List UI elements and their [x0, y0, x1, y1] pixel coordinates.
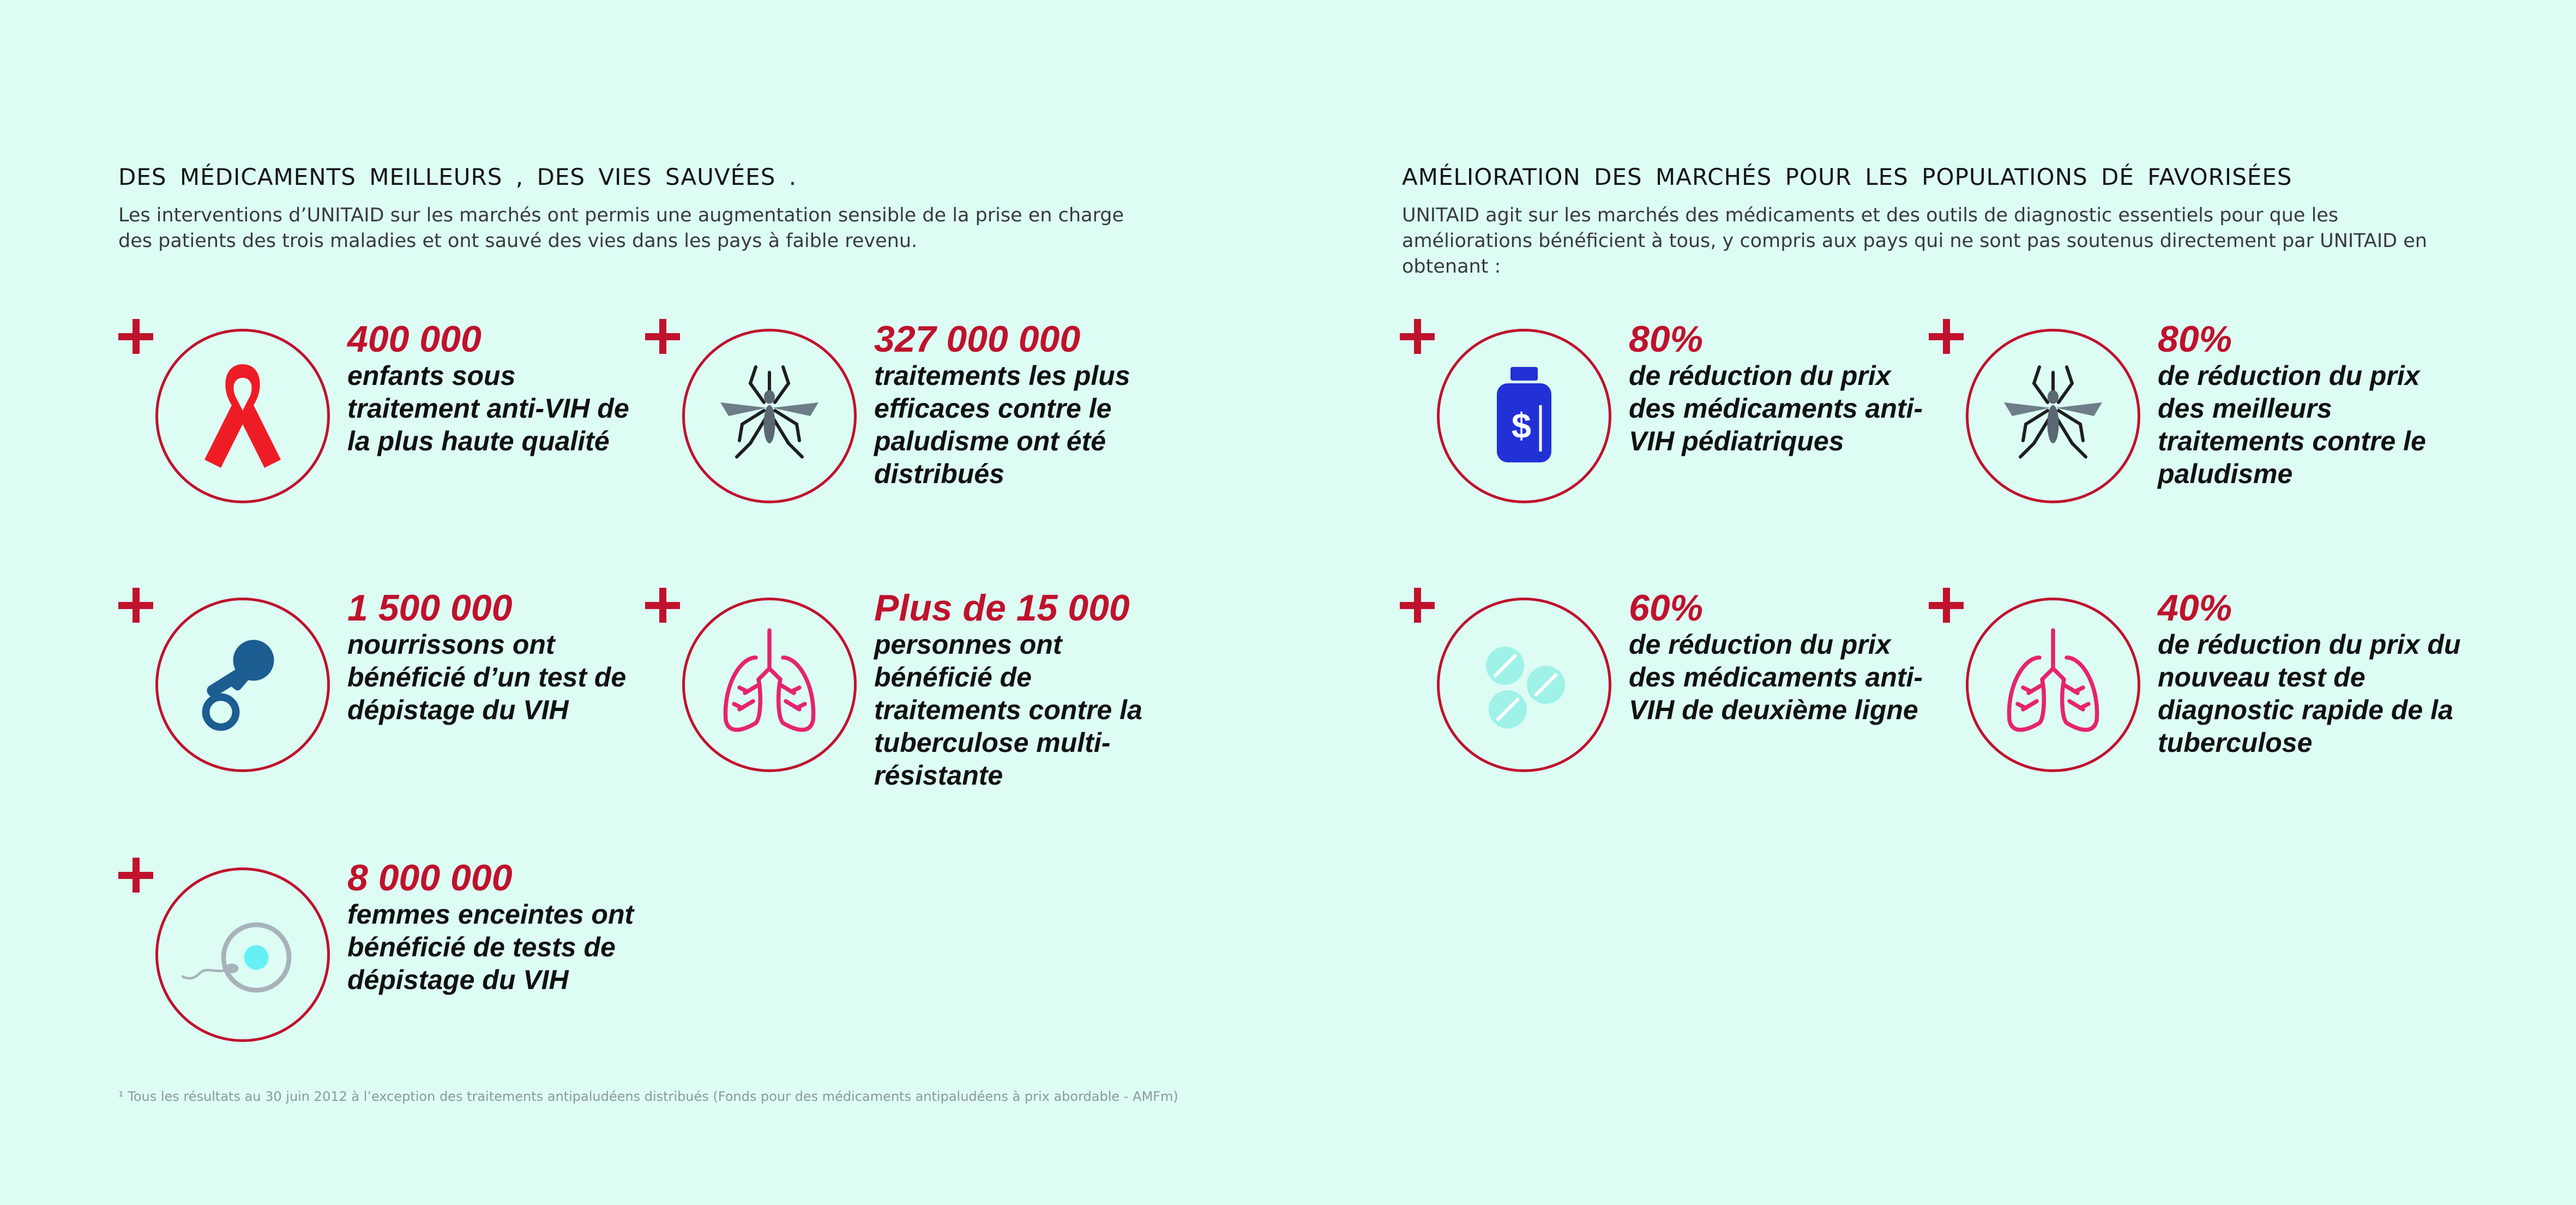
- lungs-icon: [1966, 598, 2140, 772]
- stat-description: de réduction du prix des médicaments anti-VIH pédiatriques: [1629, 360, 1923, 456]
- plus-icon: [1929, 588, 1964, 623]
- stat-value: 1 500 000: [347, 587, 513, 629]
- aids-ribbon-icon: [155, 329, 330, 503]
- svg-text:$: $: [1511, 406, 1532, 445]
- stat-description: femmes enceintes ont bénéficié de tests de dépistage du VIH: [347, 899, 634, 995]
- plus-icon: [1400, 319, 1435, 354]
- stat-description: de réduction du prix des médicaments anti-VIH de deuxième ligne: [1629, 629, 1923, 725]
- pills-icon: [1437, 598, 1611, 772]
- stat-block: [118, 588, 642, 773]
- stat-description: nourrissons ont bénéficié d’un test de dépistage du VIH: [347, 629, 627, 725]
- stat-value: Plus de 15 000: [874, 587, 1130, 629]
- pacifier-icon: [155, 598, 330, 772]
- left-intro-text: Les interventions d’UNITAID sur les marchés ont permis une augmentation sensible de la prise en charge des patients des trois maladies et ont sauvé des vies dans les pays à faible revenu.: [118, 204, 1124, 252]
- stat-value: 80%: [2158, 318, 2232, 360]
- plus-icon: [645, 588, 680, 623]
- mosquito-icon: [682, 329, 857, 503]
- stat-description: de réduction du prix des meilleurs traitements contre le paludisme: [2158, 360, 2426, 489]
- stat-description: personnes ont bénéficié de traitements contre la tuberculose multi-résistante: [874, 629, 1142, 791]
- stat-block: [1400, 588, 1923, 773]
- mosquito-icon: [1966, 329, 2140, 503]
- plus-icon: [1929, 319, 1964, 354]
- stat-description: de réduction du prix du nouveau test de diagnostic rapide de la tuberculose: [2158, 629, 2461, 758]
- stat-value: 8 000 000: [347, 857, 513, 899]
- stat-block: [1400, 319, 1923, 504]
- stat-description: traitements les plus efficaces contre le paludisme ont été distribués: [874, 360, 1130, 489]
- stat-block: [118, 319, 642, 504]
- lungs-icon: [682, 598, 857, 772]
- plus-icon: [118, 588, 153, 623]
- stat-value: 80%: [1629, 318, 1704, 360]
- medicine-bottle-icon: [1437, 329, 1611, 503]
- stat-block: [645, 587, 1169, 791]
- plus-icon: [1400, 588, 1435, 623]
- sperm-egg-icon: [155, 867, 330, 1042]
- right-intro-text: UNITAID agit sur les marchés des médicaments et des outils de diagnostic essentiels pour que les améliorations bénéficient à tous, y compris aux pays qui ne sont pas soutenus directement par UNITAID en obtenant :: [1402, 204, 2427, 278]
- plus-icon: [118, 858, 153, 893]
- stat-block: [645, 319, 1169, 504]
- stat-description: enfants sous traitement anti-VIH de la plus haute qualité: [347, 360, 629, 456]
- footnote: ¹ Tous les résultats au 30 juin 2012 à l’exception des traitements antipaludéens distribués (Fonds pour des médicaments antipaludéens à prix abordable - AMFm): [118, 1089, 1178, 1104]
- plus-icon: [118, 319, 153, 354]
- stat-block: [1929, 587, 2461, 773]
- stat-value: 400 000: [347, 318, 482, 360]
- left-section-title: DES MÉDICAMENTS MEILLEURS , DES VIES SAUVÉES .: [118, 164, 797, 190]
- stat-value: 40%: [2158, 587, 2232, 629]
- stat-block: [1929, 319, 2452, 504]
- plus-icon: [645, 319, 680, 354]
- right-section-title: AMÉLIORATION DES MARCHÉS POUR LES POPULATIONS DÉ FAVORISÉES: [1402, 164, 2292, 190]
- stat-value: 327 000 000: [874, 318, 1081, 360]
- stat-block: [118, 858, 642, 1043]
- stat-value: 60%: [1629, 587, 1704, 629]
